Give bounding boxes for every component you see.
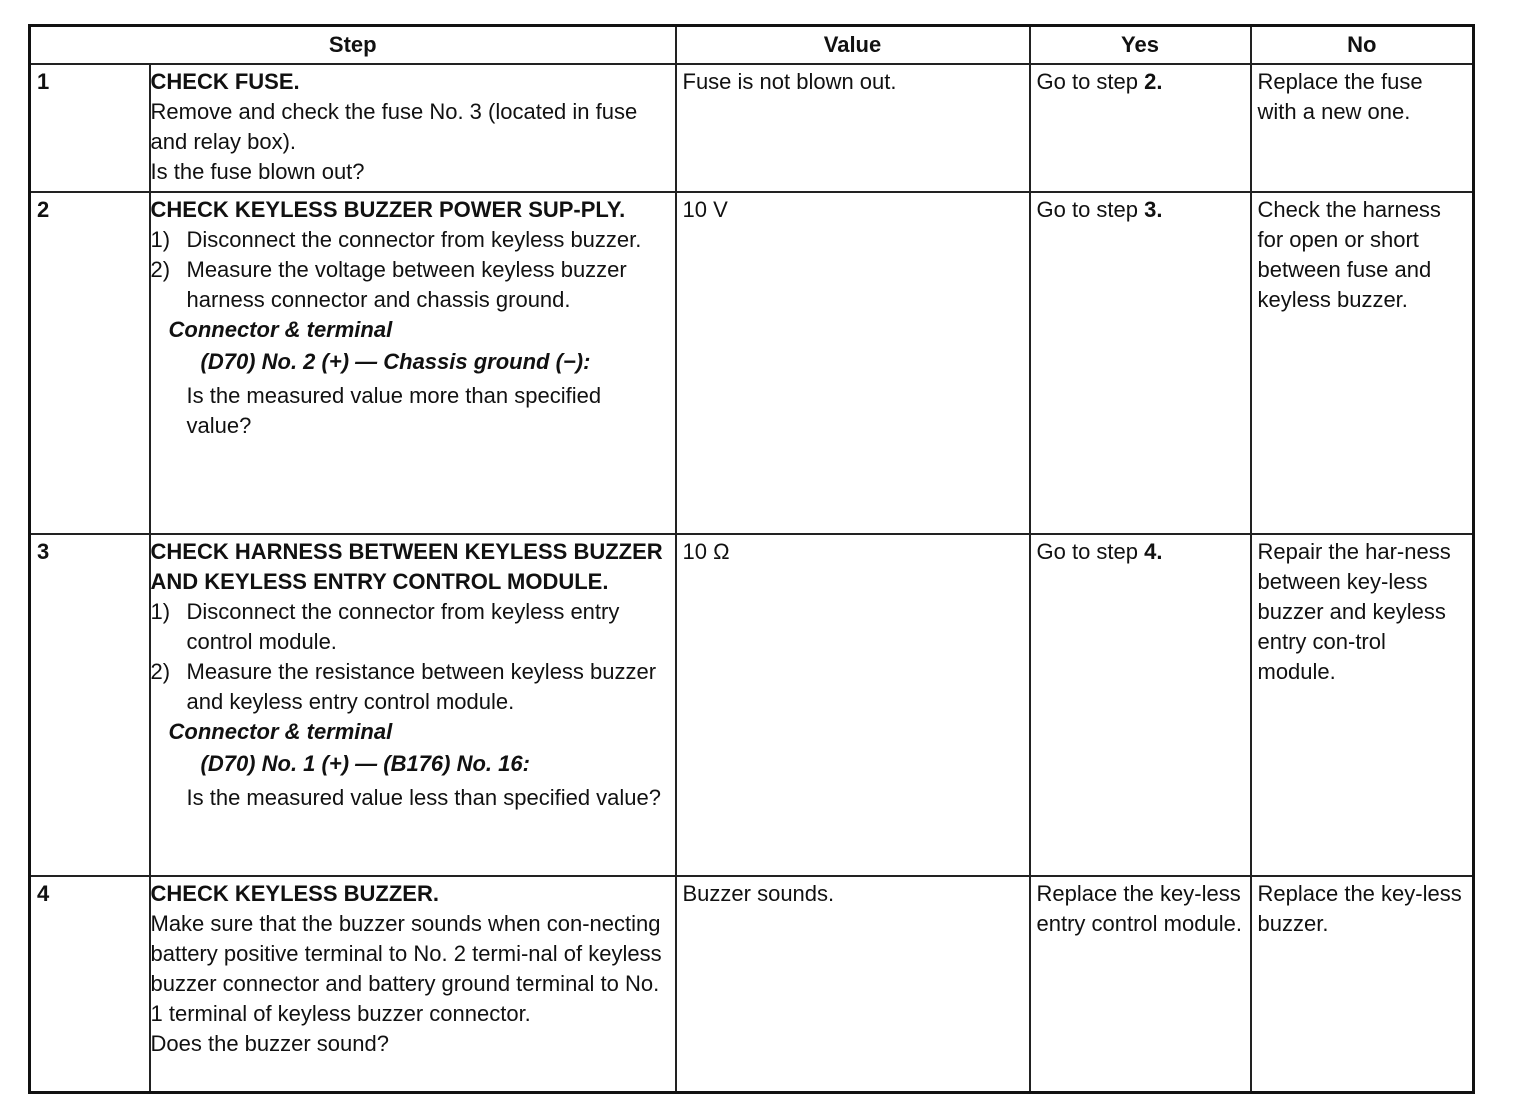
value-cell: Buzzer sounds.	[676, 876, 1030, 1092]
list-item	[151, 597, 669, 657]
step-content	[150, 192, 676, 534]
header-yes: Yes	[1030, 26, 1251, 65]
step-title: CHECK HARNESS BETWEEN KEYLESS BUZZER AND KEYLESS ENTRY CONTROL MODULE.	[150, 539, 663, 594]
item-text: Measure the resistance between keyless buzzer and keyless entry control module.	[186, 659, 657, 714]
item-number: 2)	[150, 257, 171, 282]
diagnostic-table	[28, 24, 1475, 1094]
connector-heading: Connector & terminal	[168, 719, 393, 744]
item-number: 2)	[150, 659, 171, 684]
yes-cell	[1030, 534, 1251, 876]
item-text: Disconnect the connector from keyless buzzer.	[186, 227, 642, 252]
procedure-list	[151, 225, 669, 315]
table-row	[30, 192, 1474, 534]
yes-cell	[1030, 192, 1251, 534]
step-title: CHECK KEYLESS BUZZER.	[150, 881, 439, 906]
step-number: 2	[30, 192, 150, 534]
no-cell: Replace the key-less buzzer.	[1251, 876, 1474, 1092]
procedure-list	[151, 597, 669, 717]
table-row	[30, 876, 1474, 1092]
step-title: CHECK FUSE.	[150, 69, 300, 94]
header-row	[30, 26, 1474, 65]
no-cell: Check the harness for open or short between fuse and keyless buzzer.	[1251, 192, 1474, 534]
yes-text: Go to step	[1036, 197, 1145, 222]
item-text: Measure the voltage between keyless buzzer harness connector and chassis ground.	[186, 257, 627, 312]
step-body: Make sure that the buzzer sounds when con-necting battery positive terminal to No. 2 termi-nal of keyless buzzer connector and battery ground terminal to No. 1 terminal of keyless buzzer connector.	[150, 911, 662, 1026]
step-title: CHECK KEYLESS BUZZER POWER SUP-PLY.	[150, 197, 626, 222]
step-question: Is the fuse blown out?	[150, 159, 365, 184]
connector-heading: Connector & terminal	[168, 317, 393, 342]
step-body: Remove and check the fuse No. 3 (located in fuse and relay box).	[150, 99, 638, 154]
table-row	[30, 64, 1474, 192]
step-content	[150, 876, 676, 1092]
item-number: 1)	[150, 599, 171, 624]
yes-cell: Replace the key-less entry control module.	[1030, 876, 1251, 1092]
step-content	[150, 64, 676, 192]
step-number: 1	[30, 64, 150, 192]
header-step: Step	[30, 26, 676, 65]
value-cell: 10 V	[676, 192, 1030, 534]
step-number: 4	[30, 876, 150, 1092]
table-row	[30, 534, 1474, 876]
list-item	[151, 255, 669, 315]
step-question: Is the measured value less than specified value?	[186, 785, 662, 810]
go-to-step-link[interactable]: 2.	[1144, 69, 1163, 94]
item-text: Disconnect the connector from keyless entry control module.	[186, 599, 620, 654]
list-item	[151, 657, 669, 717]
step-number: 3	[30, 534, 150, 876]
item-number: 1)	[150, 227, 171, 252]
header-value: Value	[676, 26, 1030, 65]
header-no: No	[1251, 26, 1474, 65]
yes-cell	[1030, 64, 1251, 192]
step-question: Does the buzzer sound?	[150, 1031, 389, 1056]
step-content	[150, 534, 676, 876]
yes-text: Go to step	[1036, 539, 1145, 564]
yes-text: Go to step	[1036, 69, 1145, 94]
no-cell: Repair the har-ness between key-less buzzer and keyless entry con-trol module.	[1251, 534, 1474, 876]
go-to-step-link[interactable]: 4.	[1144, 539, 1163, 564]
value-cell: 10 Ω	[676, 534, 1030, 876]
connector-terminal: (D70) No. 1 (+) — (B176) No. 16:	[200, 751, 530, 776]
value-cell: Fuse is not blown out.	[676, 64, 1030, 192]
list-item	[151, 225, 669, 255]
step-question: Is the measured value more than specified value?	[186, 383, 602, 438]
connector-terminal: (D70) No. 2 (+) — Chassis ground (−):	[200, 349, 591, 374]
go-to-step-link[interactable]: 3.	[1144, 197, 1163, 222]
no-cell: Replace the fuse with a new one.	[1251, 64, 1474, 192]
